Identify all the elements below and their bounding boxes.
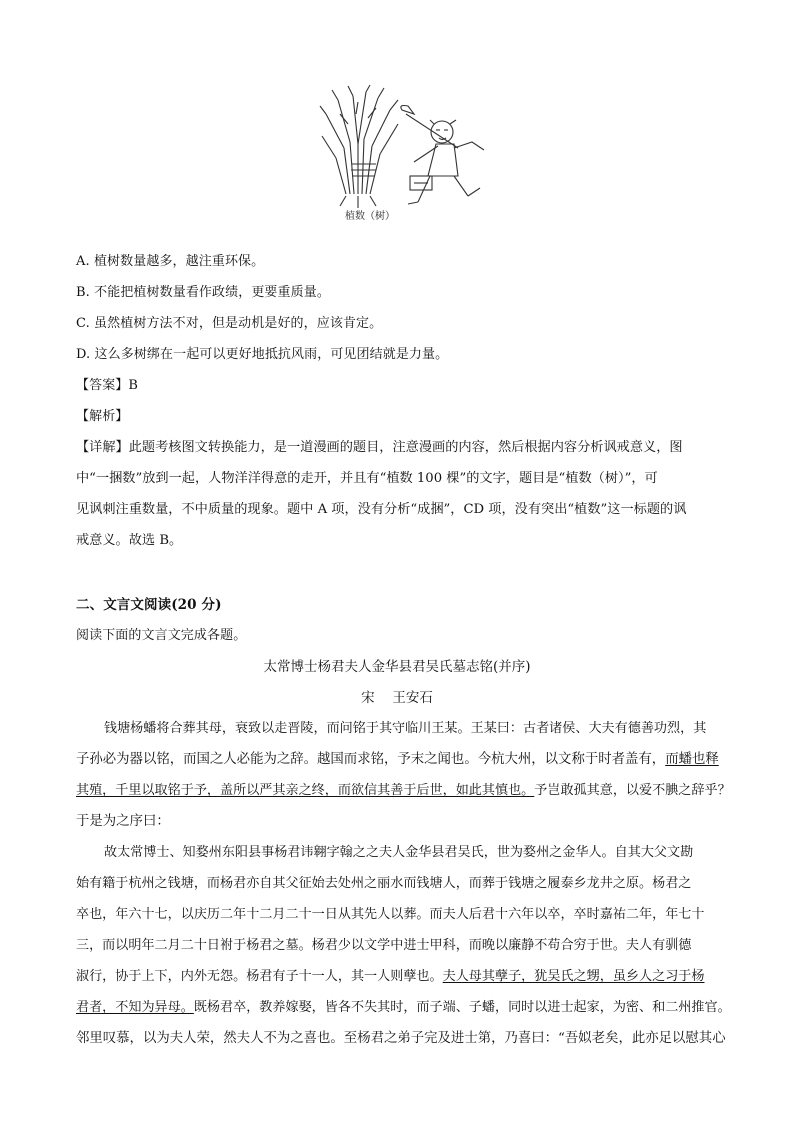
- p2-line-6: [76, 996, 731, 1015]
- p1-line-3: [76, 779, 731, 798]
- section-title: 二、文言文阅读(20 分): [76, 597, 222, 613]
- p1-line-2-text: 子孙必为器以铭，而国之人必能为之辞。越国而求铭，予末之闻也。今杭大州，以文称于时者盖有，: [76, 752, 666, 767]
- p2-line-6-underlined: 君者，不知为异母。: [76, 1000, 194, 1015]
- answer-label: 【答案】B: [76, 378, 139, 393]
- p2-line-1: 故太常博士、知婺州东阳县事杨君讳翱字翰之之夫人金华县君吴氏，世为婺州之金华人。自其大父文勘: [104, 845, 694, 860]
- p2-line-7: 邻里叹慕，以为夫人荣，然夫人不为之喜也。至杨君之弟子完及进士第，乃喜曰：“吾姒老矣，此亦足以慰其心: [76, 1031, 726, 1046]
- tree-bundle: [320, 85, 398, 208]
- p2-line-2: 始有籍于杭州之钱塘，而杨君亦自其父征始去处州之丽水而钱塘人，而葬于钱塘之履泰乡龙井之原。杨君之: [76, 876, 692, 891]
- p2-line-5: [76, 965, 726, 984]
- p1-line-2-underlined: 而蟠也释: [665, 752, 719, 767]
- option-c: C. 虽然植树方法不对，但是动机是好的，应该肯定。: [76, 316, 383, 331]
- option-d: D. 这么多树绑在一起可以更好地抵抗风雨，可见团结就是力量。: [76, 347, 449, 362]
- p1-line-3-text: 予岂敢孤其意，以爱不腆之辞乎？: [534, 783, 731, 798]
- detail-line-3: 见讽刺注重数量，不中质量的现象。题中 A 项，没有分析“成捆”，CD 项，没有突出“植数”这一标题的讽: [76, 502, 687, 517]
- analysis-heading: 【解析】: [76, 409, 129, 424]
- p1-line-4: 于是为之序曰：: [76, 814, 170, 829]
- detail-line-2: 中“一捆数”放到一起，人物洋洋得意的走开，并且有“植数 100 棵”的文字，题目是“植数（树）”，可: [76, 471, 658, 486]
- reading-instruction: 阅读下面的文言文完成各题。: [76, 628, 247, 643]
- p1-line-1: 钱塘杨蟠将合葬其母，衰致以走晋陵，而问铭于其守临川王某。王某曰：古者诸侯、大夫有德善功烈，其: [104, 721, 707, 736]
- p2-line-5-underlined: 夫人母其孽子，犹吴氏之甥，虽乡人之习于杨: [442, 969, 705, 984]
- essay-author: 宋 王安石: [361, 690, 433, 706]
- option-a: A. 植树数量越多，越注重环保。: [76, 254, 265, 269]
- p2-line-4: 三，而以明年二月二十日祔于杨君之墓。杨君少以文学中进士甲科，而晚以廉静不苟合穷于世。夫人有驯德: [76, 938, 692, 953]
- option-b: B. 不能把植树数量看作政绩，更要重质量。: [76, 285, 330, 300]
- p2-line-3: 卒也，年六十七，以庆历二年十二月二十一日从其先人以葬。而夫人后君十六年以卒，卒时嘉祐二年，年七十: [76, 907, 705, 922]
- detail-line-4: 戒意义。故选 B。: [76, 533, 183, 548]
- detail-line-1: 【详解】此题考核图文转换能力，是一道漫画的题目，注意漫画的内容，然后根据内容分析讽戒意义，图: [76, 440, 683, 455]
- p2-line-6-text: 既杨君卒，教养嫁娶，皆各不失其时，而子端、子蟠，同时以进士起家，为密、和二州推官。: [193, 1000, 731, 1015]
- p2-line-5-text: 淑行，协于上下，内外无怨。杨君有子十一人，其一人则孽也。: [76, 969, 443, 984]
- walking-man-figure: [401, 106, 484, 205]
- p1-line-2: [76, 748, 726, 767]
- essay-title: 太常博士杨君夫人金华县君吴氏墓志铭(并序): [263, 659, 531, 675]
- p1-line-3-underlined: 其殖，千里以取铭于予，盖所以严其亲之终，而欲信其善于后世，如此其慎也。: [76, 783, 535, 798]
- cartoon-caption: 植数（树）: [345, 211, 395, 222]
